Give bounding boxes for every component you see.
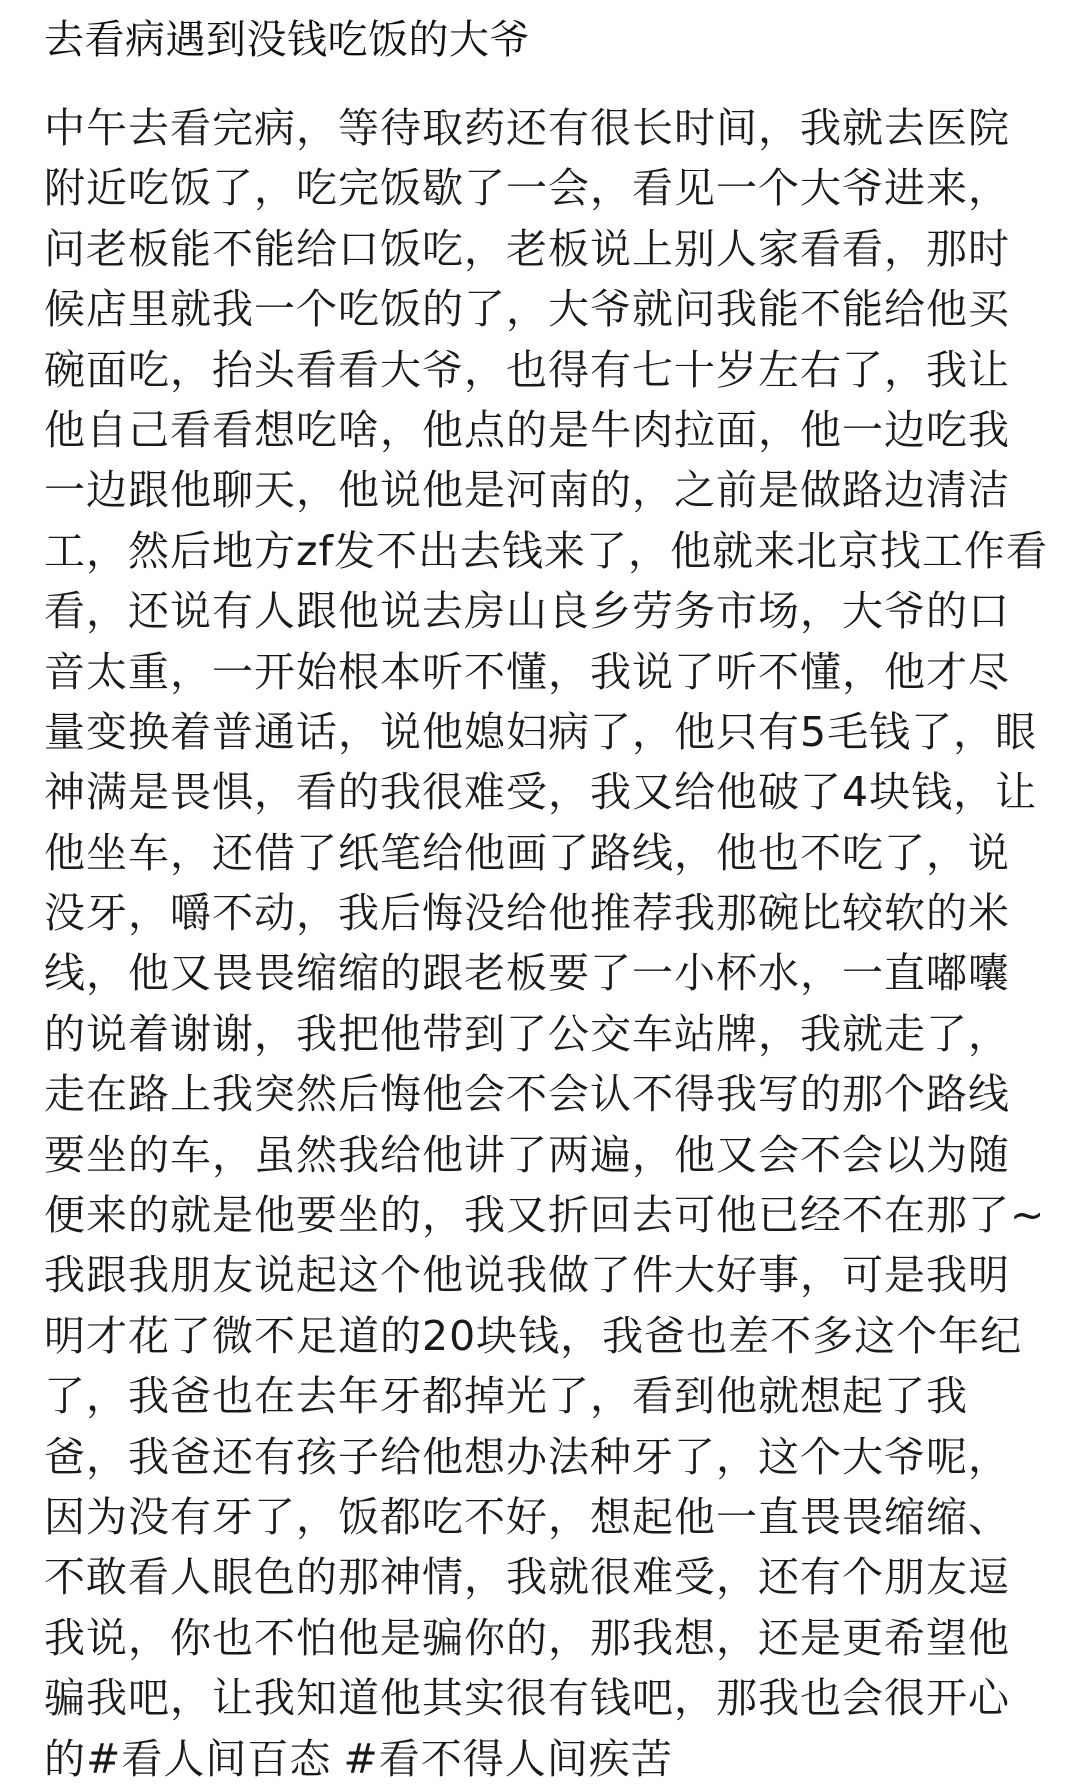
post-line: 明才花了微不足道的20块钱，我爸也差不多这个年纪 [44, 1311, 1023, 1360]
post-line: 一边跟他聊天，他说他是河南的，之前是做路边清洁 [44, 466, 1010, 515]
post-line: 中午去看完病，等待取药还有很长时间，我就去医院 [44, 104, 1010, 152]
post-line: 的说着谢谢，我把他带到了公交车站牌，我就走了， [44, 1009, 1010, 1058]
post-line: 音太重，一开始根本听不懂，我说了听不懂，他才尽 [44, 647, 1010, 696]
post-line-last-prefix: 的 [44, 1734, 86, 1783]
post-line: 线，他又畏畏缩缩的跟老板要了一小杯水，一直嘟囔 [44, 949, 1010, 998]
hashtag-link[interactable]: #看人间百态 [86, 1734, 332, 1783]
post-line: 他自己看看想吃啥，他点的是牛肉拉面，他一边吃我 [44, 405, 1010, 454]
post-line: 因为没有牙了，饭都吃不好，想起他一直畏畏缩缩、 [44, 1492, 1010, 1541]
hashtag-link[interactable]: #看不得人间疾苦 [343, 1734, 673, 1783]
post-line: 了，我爸也在去年牙都掉光了，看到他就想起了我 [44, 1372, 968, 1421]
post-body [44, 98, 1048, 1789]
post-line: 他坐车，还借了纸笔给他画了路线，他也不吃了，说 [44, 828, 1010, 877]
post-line: 要坐的车，虽然我给他讲了两遍，他又会不会以为随 [44, 1130, 1010, 1179]
post-line: 看，还说有人跟他说去房山良乡劳务市场，大爷的口 [44, 587, 1010, 636]
post-line: 附近吃饭了，吃完饭歇了一会，看见一个大爷进来， [44, 164, 1010, 213]
post-line: 候店里就我一个吃饭的了，大爷就问我能不能给他买 [44, 285, 1010, 334]
post-line: 我跟我朋友说起这个他说我做了件大好事，可是我明 [44, 1251, 1010, 1300]
post-line: 便来的就是他要坐的，我又折回去可他已经不在那了~ [44, 1191, 1046, 1240]
post-line: 问老板能不能给口饭吃，老板说上别人家看看，那时 [44, 224, 1010, 273]
post-title: 去看病遇到没钱吃饭的大爷 [44, 17, 530, 63]
post-line: 爸，我爸还有孩子给他想办法种牙了，这个大爷呢， [44, 1432, 1010, 1481]
post-line: 量变换着普通话，说他媳妇病了，他只有5毛钱了，眼 [44, 707, 1038, 756]
post-line: 不敢看人眼色的那神情，我就很难受，还有个朋友逗 [44, 1553, 1010, 1602]
post-line-last [44, 1729, 1044, 1789]
post-line: 骗我吧，让我知道他其实很有钱吧，那我也会很开心 [44, 1674, 1010, 1723]
post-line: 我说，你也不怕他是骗你的，那我想，还是更希望他 [44, 1613, 1010, 1662]
weibo-post [44, 10, 1048, 1789]
post-line: 走在路上我突然后悔他会不会认不得我写的那个路线 [44, 1070, 1010, 1119]
post-line: 工，然后地方zf发不出去钱来了，他就来北京找工作看 [44, 526, 1048, 575]
post-line: 碗面吃，抬头看看大爷，也得有七十岁左右了，我让 [44, 345, 1010, 394]
post-line: 神满是畏惧，看的我很难受，我又给他破了4块钱，让 [44, 768, 1038, 817]
post-line: 没牙，嚼不动，我后悔没给他推荐我那碗比较软的米 [44, 889, 1010, 938]
